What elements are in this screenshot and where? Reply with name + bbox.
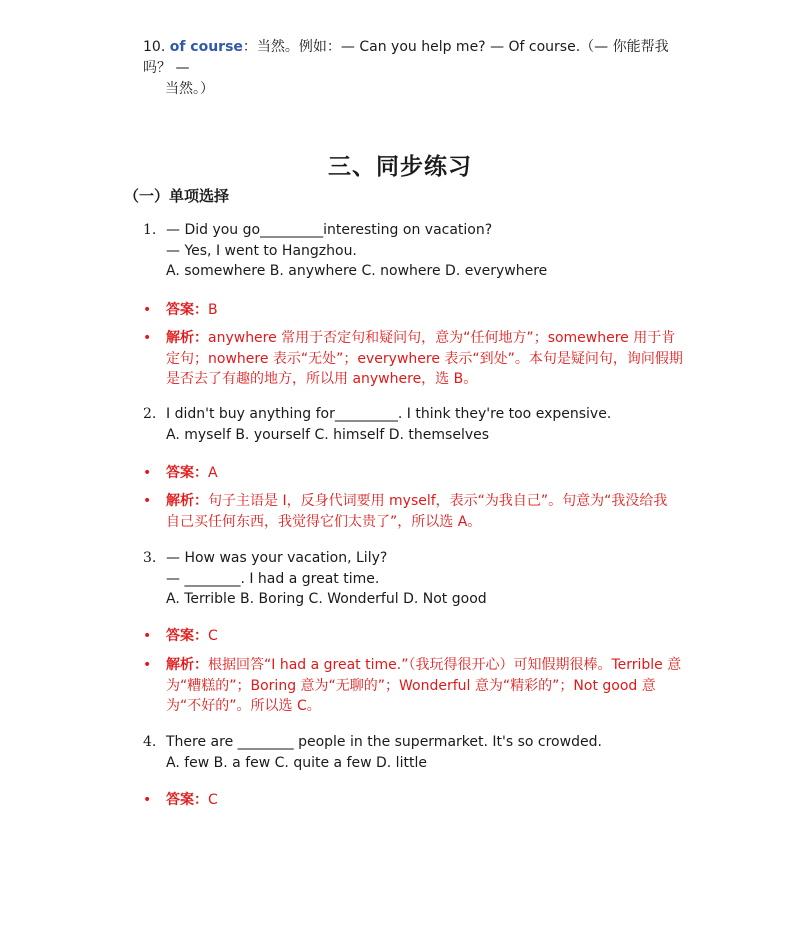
answer-4 (143, 790, 688, 811)
question-number: 3. (143, 550, 157, 566)
bullet-icon: • (143, 792, 152, 808)
item-number: 10. (143, 39, 166, 55)
question-options: A. myself B. yourself C. himself D. themselves (166, 426, 490, 443)
explanation-3 (143, 655, 688, 717)
item-keyword: of course (169, 39, 243, 55)
answer-2 (143, 463, 688, 484)
explanation-label: 解析： (166, 493, 208, 509)
explanation-line: 为“不好的”。所以选 C。 (166, 698, 321, 714)
explanation-line: 自己买任何东西，我觉得它们太贵了”，所以选 A。 (166, 513, 482, 530)
question-line: — Did you go_________interesting on vacation? (166, 222, 493, 238)
question-number: 2. (143, 406, 157, 422)
question-4 (143, 732, 703, 773)
question-line: There are ________ people in the supermarket. It's so crowded. (166, 734, 602, 750)
explanation-2 (143, 491, 688, 532)
explanation-line: 根据回答“I had a great time.”（我玩得很开心）可知假期很棒。Terrible 意 (208, 657, 682, 673)
vocab-item-10 (143, 37, 688, 100)
explanation-line: anywhere 常用于否定句和疑问句，意为“任何地方”；somewhere 用于肯 (208, 330, 676, 346)
item-separator: ： (242, 39, 257, 55)
question-1 (143, 220, 703, 282)
item-text-line-1: 当然。例如：— Can you help me? — Of course.（— 你能帮我吗？ — (143, 39, 669, 76)
answer-1 (143, 300, 688, 321)
answer-label: 答案： (166, 792, 208, 808)
answer-value: C (208, 628, 218, 644)
question-line: — ________. I had a great time. (166, 570, 380, 587)
question-3 (143, 548, 703, 610)
answer-label: 答案： (166, 628, 208, 644)
answer-label: 答案： (166, 465, 208, 481)
answer-label: 答案： (166, 302, 208, 318)
item-text-line-2: 当然。） (165, 81, 214, 97)
question-number: 1. (143, 222, 157, 238)
explanation-line: 为“糟糕的”；Boring 意为“无聊的”；Wonderful 意为“精彩的”；Not good 意 (166, 677, 656, 694)
answer-3 (143, 626, 688, 647)
explanation-1 (143, 328, 688, 390)
question-2 (143, 404, 703, 445)
explanation-label: 解析： (166, 657, 208, 673)
question-line: — Yes, I went to Hangzhou. (166, 242, 357, 259)
question-number: 4. (143, 734, 157, 750)
bullet-icon: • (143, 628, 152, 644)
bullet-icon: • (143, 657, 152, 673)
explanation-line: 句子主语是 I，反身代词要用 myself，表示“为我自己”。句意为“我没给我 (208, 493, 668, 509)
explanation-line: 定句；nowhere 表示“无处”；everywhere 表示“到处”。本句是疑问句，询问假期 (166, 350, 683, 367)
subsection-title: （一）单项选择 (124, 187, 230, 205)
question-line: I didn't buy anything for_________. I think they're too expensive. (166, 406, 612, 422)
bullet-icon: • (143, 302, 152, 318)
question-options: A. somewhere B. anywhere C. nowhere D. everywhere (166, 263, 548, 279)
answer-value: C (208, 792, 218, 808)
question-line: — How was your vacation, Lily? (166, 550, 388, 566)
bullet-icon: • (143, 330, 152, 346)
question-options: A. Terrible B. Boring C. Wonderful D. Not good (166, 591, 487, 607)
answer-value: A (208, 465, 218, 481)
bullet-icon: • (143, 493, 152, 509)
question-options: A. few B. a few C. quite a few D. little (166, 754, 427, 771)
explanation-line: 是否去了有趣的地方，所以用 anywhere，选 B。 (166, 371, 478, 387)
explanation-label: 解析： (166, 330, 208, 346)
answer-value: B (208, 302, 218, 318)
bullet-icon: • (143, 465, 152, 481)
section-title: 三、同步练习 (328, 154, 472, 180)
